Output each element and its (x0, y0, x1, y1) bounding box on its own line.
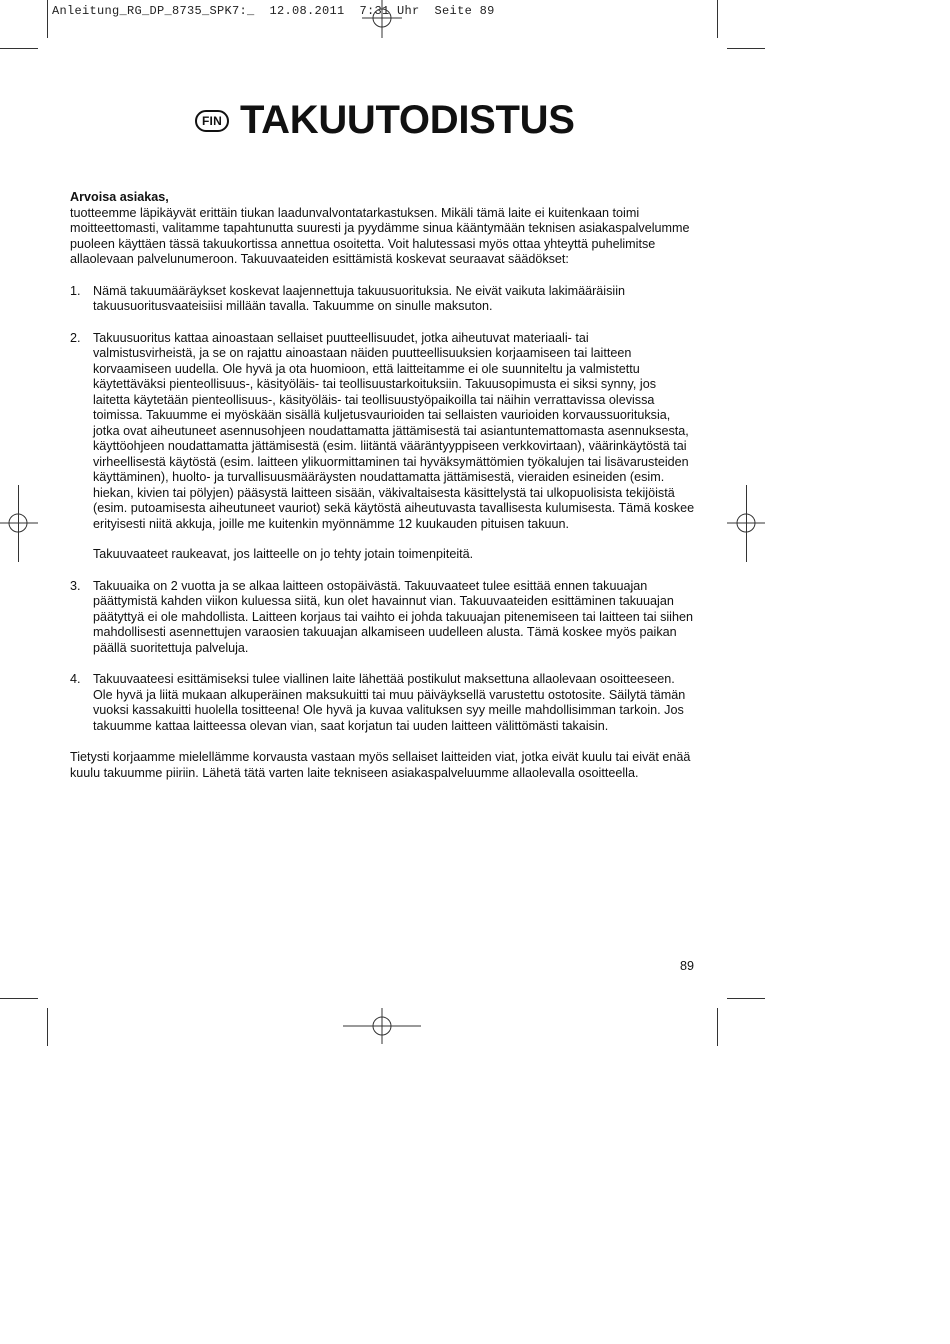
crop-mark (0, 48, 38, 49)
item-paragraph: Takuuvaateesi esittämiseksi tulee viallinen laite lähettää postikulut maksettuna allaolevaan osoitteeseen. Ole hyvä ja liitä mukaan alkuperäinen maksukuitti tai muu päiväyksellä varustettu ostotosite. Säilytä tämän vuoksi kassakuitti huolella tositteena! Ole hyvä ja kuvaa valituksen syy meille mahdollisimman tarkoin. Jos takuumme kattaa laitteessa olevan vian, saat korjatun tai uuden laitteen välittömästi takaisin. (93, 672, 686, 733)
item-number: 4. (70, 672, 81, 686)
closing-paragraph: Tietysti korjaamme mielellämme korvausta vastaan myös sellaiset laitteiden viat, jotka eivät kuulu tai eivät enää kuulu takuumme piiriin. Lähetä tätä varten laite tekniseen asiakaspalveluumme allaolevalla osoitteella. (70, 750, 691, 780)
item-number: 1. (70, 283, 81, 298)
print-slug: Anleitung_RG_DP_8735_SPK7:_ 12.08.2011 7:31 Uhr Seite 89 (52, 4, 495, 18)
item-paragraph: Takuuaika on 2 vuotta ja se alkaa laitteen ostopäivästä. Takuuvaateet tulee esittää ennen takuuajan päättymistä kahden viikon kuluessa siitä, kun olet havainnut vian. Takuuvaateiden esittäminen takuuajan päätyttyä ei ole mahdollista. Laitteen korjaus tai vaihto ei johda takuuajan pitenemiseen tai laitteen tai siihen mahdollisesti asennettujen varaosien takuuajan alkamiseen uudelleen alusta. Tämä koskee myös paikan päällä suoritettuja palveluja. (93, 578, 693, 655)
item-paragraph: Takuusuoritus kattaa ainoastaan sellaiset puutteellisuudet, jotka aiheutuvat materiaali- tai valmistusvirheistä, ja se on rajattu ainoastaan näiden puutteellisuuksien korjaamiseen tai laitteen korvaamiseen uudella. Ole hyvä ja ota huomioon, että laitteitamme ei ole suunniteltu ja valmistettu käytettäväksi pienteollisuus-, käsityöläis- tai teollisuustarkoituksiin. Takuusopimusta ei siksi synny, jos laitetta käytetään pienteollisuus-, käsityöläis- tai teollisuustyöpaikoilla tai näihin verrattavissa olevissa toimissa. Takuumme ei myöskään sisällä kuljetusvaurioiden tai sellaisten vaurioiden korvaussuorituksia, jotka ovat aiheutuneet asennusohjeen noudattamatta jättämisestä tai asiantuntemattomasta asennuksesta, käyttöohjeen noudattamatta jättämisestä (esim. liitäntä vääräntyyppiseen verkkovirtaan), väärinkäytöstä tai virheellisestä käytöstä (esim. laitteen ylikuormittaminen tai hyväksymättömien työkalujen tai lisävarusteiden käyttäminen), huolto- ja turvallisuusmääräysten noudattamatta jättämisestä, vieraiden esineiden (esim. hiekan, kivien tai pölyjen) pääsystä laitteen sisään, väkivaltaisesta käsittelystä tai ulkopuolisista tekijöistä (esim. putoamisesta aiheutuneet vauriot) sekä käytöstä aiheutuvasta tavallisesta kulumisesta. Tämä koskee erityisesti niitä akkuja, joille me kuitenkin myönnämme 12 kuukauden pituisen takuun. (93, 330, 695, 531)
list-item (70, 579, 695, 657)
registration-mark-left (0, 503, 40, 543)
list-item (70, 331, 695, 563)
item-paragraph: Takuuvaateet raukeavat, jos laitteelle on jo tehty jotain toimenpiteitä. (93, 547, 474, 561)
document-body (70, 190, 695, 781)
crop-mark (47, 1008, 48, 1046)
item-number: 2. (70, 330, 81, 345)
registration-mark-top (362, 0, 402, 40)
list-item (70, 284, 695, 315)
crop-mark (0, 998, 38, 999)
intro-paragraph: tuotteemme läpikäyvät erittäin tiukan laadunvalvontatarkastuksen. Mikäli tämä laite ei kuitenkaan toimi moitteettomasti, valitamme tapahtunutta suuresti ja pyydämme sinua kääntymään teknisen asiakaspalvelumme puoleen käyttäen tässä takuukortissa annettua osoitetta. Voit halutessasi myös ottaa yhteyttä puhelimitse allaolevaan palvelunumeroon. Takuuvaateiden esittämistä koskevat seuraavat säädökset: (70, 205, 690, 266)
crop-mark (47, 0, 48, 38)
crop-mark (717, 1008, 718, 1046)
page-number: 89 (680, 959, 695, 973)
registration-mark-right (727, 503, 767, 543)
item-number: 3. (70, 578, 81, 593)
item-paragraph: Nämä takuumääräykset koskevat laajennettuja takuusuorituksia. Ne eivät vaikuta lakimääräisiin takuusuoritusvaateisiisi millään tavalla. Takuumme on sinulle maksuton. (93, 283, 625, 313)
salutation: Arvoisa asiakas, (70, 190, 169, 204)
language-badge: FIN (195, 110, 229, 132)
crop-mark (717, 0, 718, 38)
page-title: TAKUUTODISTUS (240, 98, 575, 142)
registration-mark-bottom (343, 1006, 421, 1046)
list-item (70, 672, 695, 734)
title-row (195, 98, 575, 143)
terms-list (70, 284, 695, 735)
crop-mark (727, 48, 765, 49)
crop-mark (727, 998, 765, 999)
